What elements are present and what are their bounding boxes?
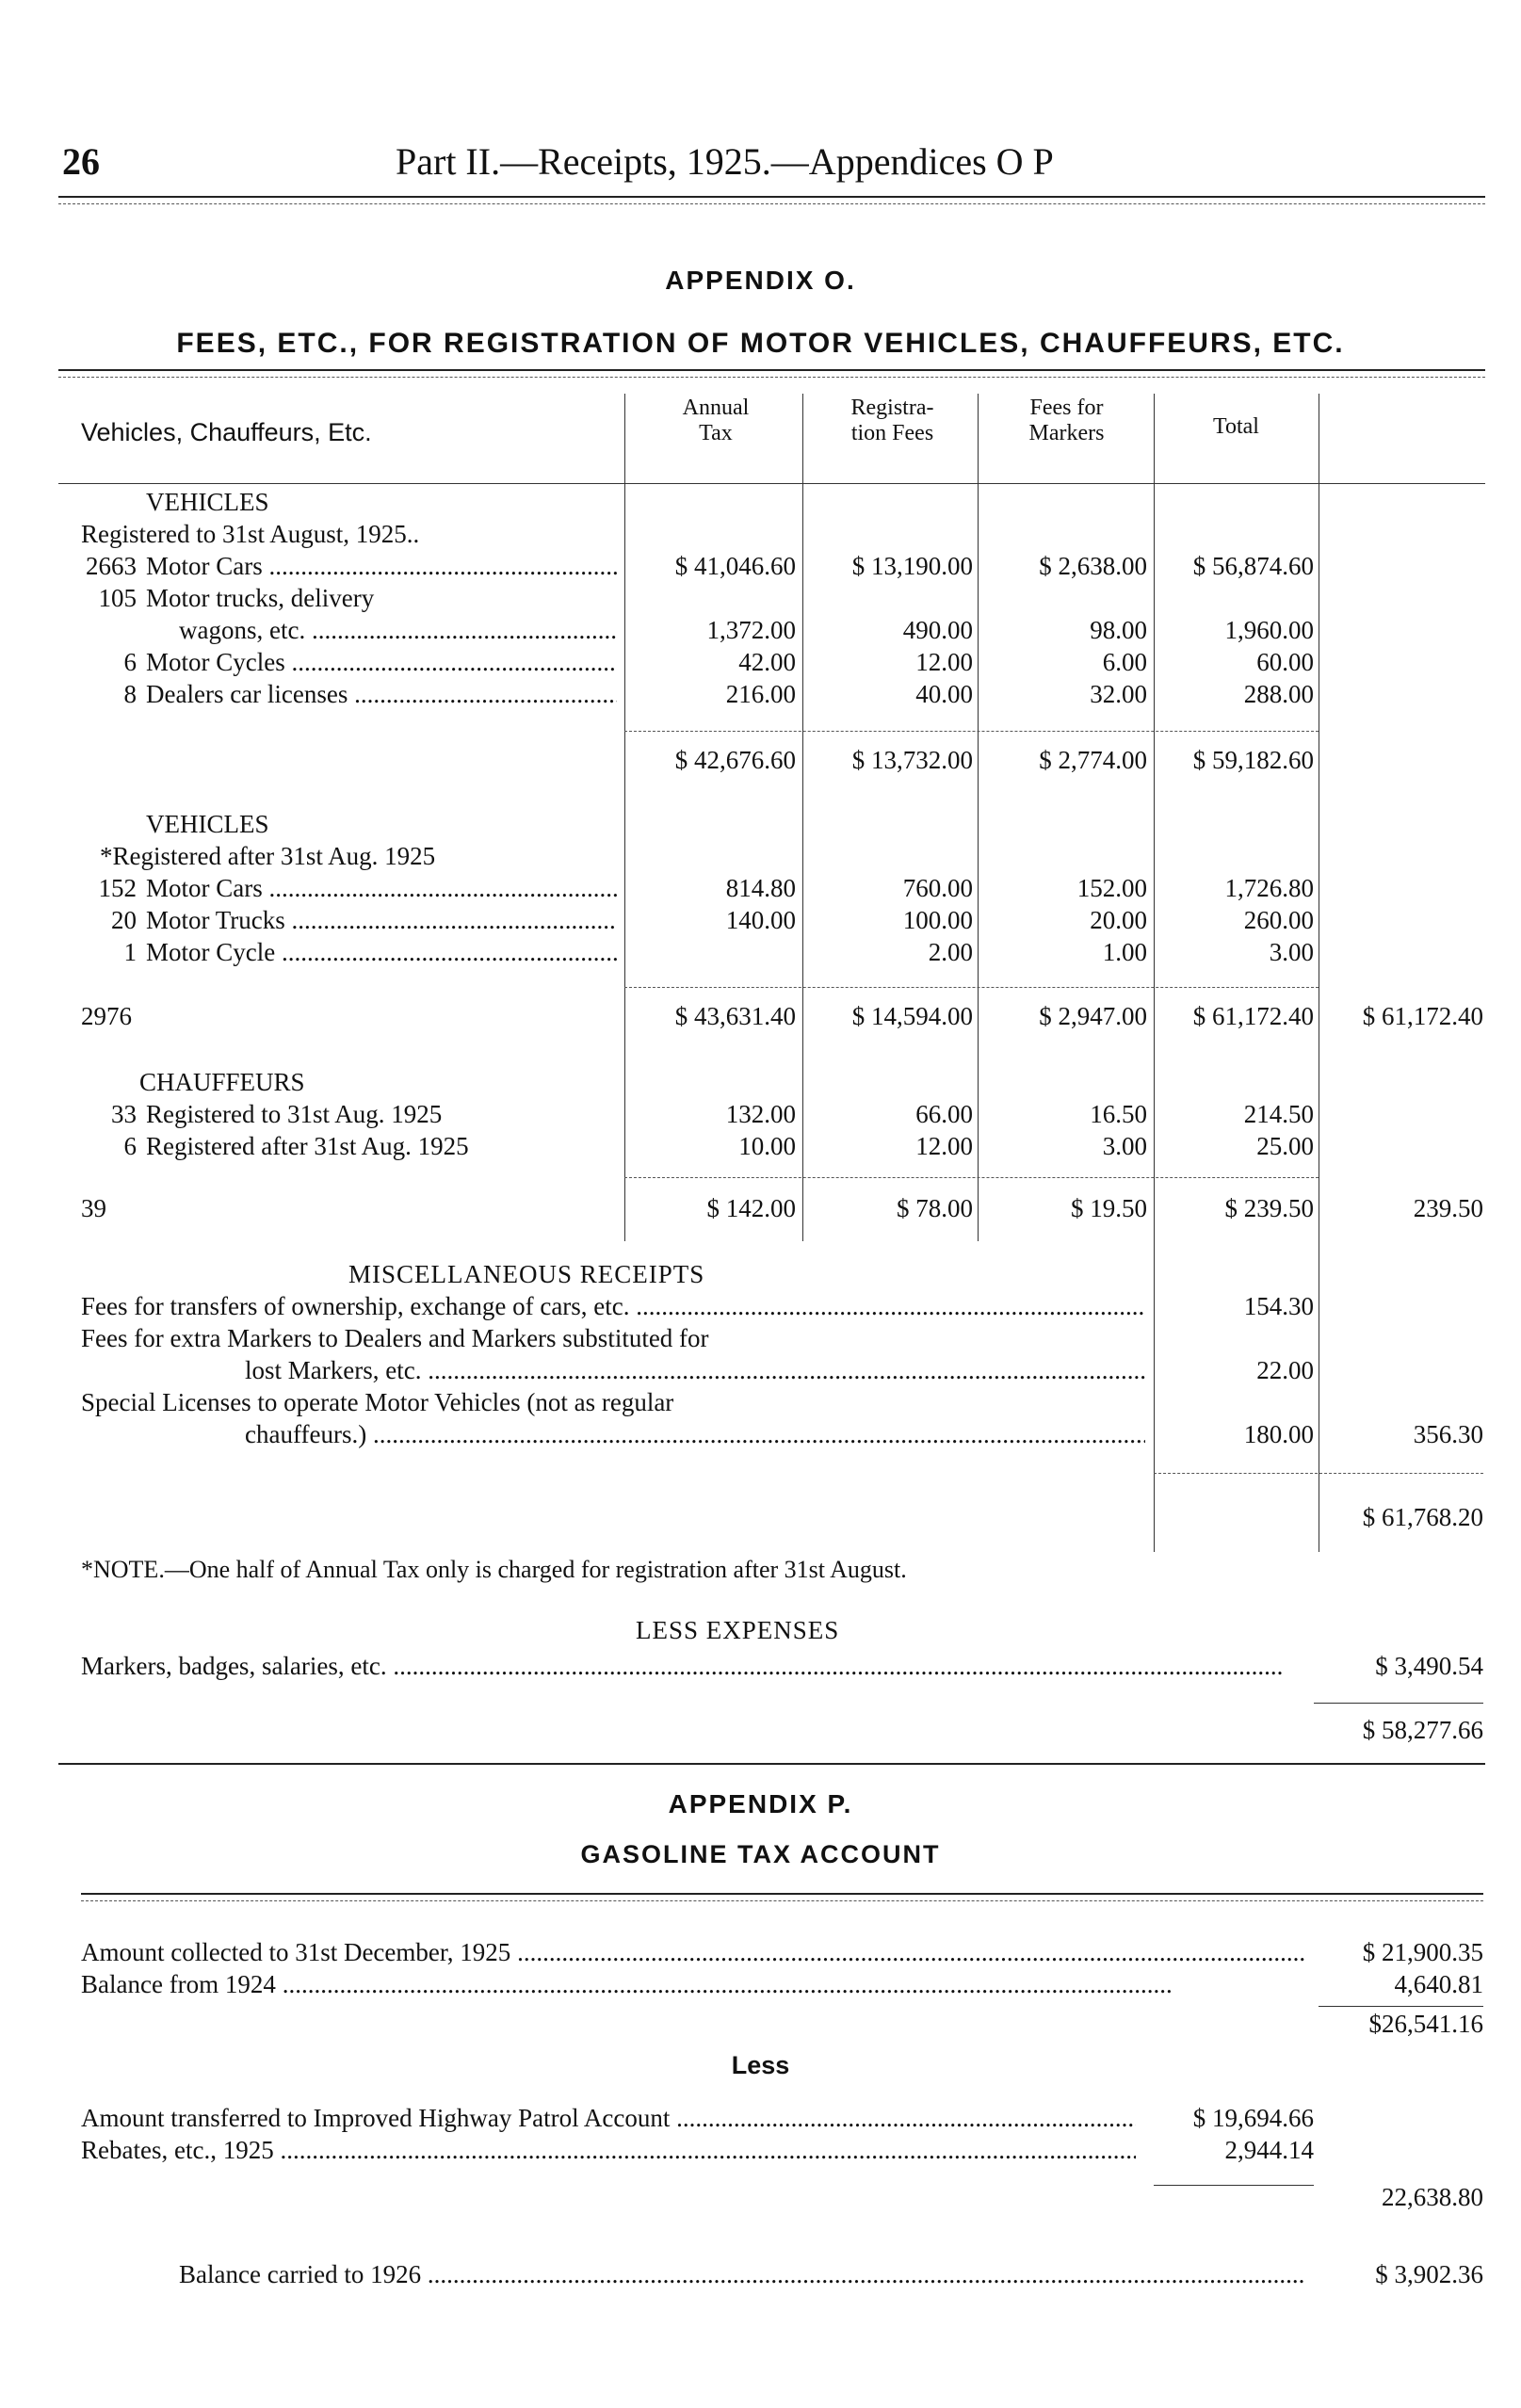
- row-tax: 140.00: [725, 906, 796, 934]
- subtotal-count: 39: [81, 1194, 106, 1222]
- appendix-p-heading: APPENDIX P.: [668, 1789, 853, 1818]
- row-markers: 32.00: [1090, 680, 1147, 708]
- row-registration: $ 13,190.00: [851, 552, 973, 580]
- row-label: Motor trucks, delivery: [146, 584, 375, 612]
- row-count: 6: [123, 648, 137, 676]
- row-total: 214.50: [1243, 1100, 1314, 1128]
- section-subheading-after: *Registered after 31st Aug. 1925: [100, 842, 436, 870]
- appendix-o-heading: APPENDIX O.: [665, 266, 856, 295]
- misc-label-cont: chauffeurs.) .....: [245, 1420, 1145, 1449]
- subtotal-tax: $ 43,631.40: [674, 1002, 796, 1030]
- table-row: [0, 906, 1521, 938]
- misc-label: Special Licenses to operate Motor Vehicles (not as regular: [81, 1388, 674, 1416]
- row-markers: 98.00: [1090, 616, 1147, 644]
- row-total: 260.00: [1243, 906, 1314, 934]
- net-rule: [1314, 1703, 1483, 1704]
- gas-less-amount: 2,944.14: [1224, 2136, 1314, 2164]
- row-count: 1: [123, 938, 137, 966]
- gas-less-amount: $ 19,694.66: [1192, 2104, 1314, 2132]
- row-count: 6: [123, 1132, 137, 1160]
- table-row: [0, 1100, 1521, 1132]
- row-label: Dealers car licenses .....: [146, 680, 617, 709]
- section-heading-chauffeurs: CHAUFFEURS: [139, 1068, 305, 1096]
- gas-row: [0, 1938, 1521, 1970]
- appendix-p-rule: [81, 1893, 1483, 1895]
- gas-row: [0, 1970, 1521, 2002]
- row-markers: 16.50: [1090, 1100, 1147, 1128]
- misc-total: $ 61,768.20: [1362, 1503, 1483, 1531]
- row-tax: 1,372.00: [706, 616, 796, 644]
- column-header-markers: [979, 396, 1154, 446]
- row-registration: 40.00: [915, 680, 973, 708]
- expense-amount: $ 3,490.54: [1375, 1652, 1483, 1680]
- table-row: [0, 1132, 1521, 1164]
- column-header-markers-line1: Fees for: [1029, 396, 1104, 420]
- gas-amount: $ 21,900.35: [1362, 1938, 1483, 1966]
- gas-less-total: 22,638.80: [1382, 2183, 1483, 2211]
- subtotal-row: [0, 1194, 1521, 1226]
- misc-row: [0, 1420, 1521, 1452]
- table-row: [0, 648, 1521, 680]
- column-header-reg-line2: tion Fees: [850, 421, 934, 445]
- subtotal-rule: [624, 987, 1319, 988]
- balance-amount: $ 3,902.36: [1375, 2260, 1483, 2288]
- subtotal-markers: $ 2,774.00: [1039, 746, 1147, 774]
- table-row: [0, 680, 1521, 712]
- column-header-tax: [626, 396, 805, 446]
- subtotal-rule: [624, 731, 1319, 732]
- section-heading-vehicles: VEHICLES: [146, 488, 269, 516]
- misc-total-rule: [1154, 1473, 1483, 1474]
- row-markers: $ 2,638.00: [1039, 552, 1147, 580]
- row-count: 33: [111, 1100, 137, 1128]
- grand-total-vehicles: $ 61,172.40: [1362, 1002, 1483, 1030]
- row-markers: 3.00: [1102, 1132, 1147, 1160]
- misc-label: Fees for extra Markers to Dealers and Markers substituted for: [81, 1324, 709, 1352]
- subtotal-markers: $ 19.50: [1071, 1194, 1147, 1222]
- column-header-markers-line2: Markers: [1028, 421, 1105, 445]
- gas-less-row: [0, 2104, 1521, 2136]
- row-registration: 490.00: [902, 616, 973, 644]
- row-total: 25.00: [1256, 1132, 1314, 1160]
- column-header-registration: [805, 396, 979, 446]
- column-header-tax-line1: Annual: [682, 396, 750, 420]
- row-label: Motor Cycles .....: [146, 648, 617, 677]
- column-header-label: Vehicles, Chauffeurs, Etc.: [81, 418, 372, 446]
- appendix-o-title: FEES, ETC., FOR REGISTRATION OF MOTOR VEHICLES, CHAUFFEURS, ETC.: [176, 328, 1345, 359]
- row-count: 105: [98, 584, 137, 612]
- row-markers: 1.00: [1102, 938, 1147, 966]
- subtotal-total: $ 61,172.40: [1192, 1002, 1314, 1030]
- table-row: [0, 584, 1521, 616]
- subtotal-tax: $ 42,676.60: [674, 746, 796, 774]
- subtotal-registration: $ 14,594.00: [851, 1002, 973, 1030]
- title-rule: [58, 369, 1485, 371]
- misc-row: [0, 1324, 1521, 1356]
- row-tax: 814.80: [725, 874, 796, 902]
- row-count: 8: [123, 680, 137, 708]
- subtotal-registration: $ 78.00: [897, 1194, 973, 1222]
- subtotal-row: [0, 1002, 1521, 1034]
- row-registration: 12.00: [915, 648, 973, 676]
- row-total: 60.00: [1256, 648, 1314, 676]
- row-registration: 12.00: [915, 1132, 973, 1160]
- row-count: 2663: [86, 552, 137, 580]
- table-row: [0, 552, 1521, 584]
- row-label: Motor Cycle .....: [146, 938, 617, 967]
- footnote: *NOTE.—One half of Annual Tax only is charged for registration after 31st August.: [81, 1556, 907, 1583]
- subtotal-registration: $ 13,732.00: [851, 746, 973, 774]
- misc-amount: 180.00: [1243, 1420, 1314, 1448]
- page-number: 26: [62, 140, 100, 183]
- row-registration: 760.00: [902, 874, 973, 902]
- misc-amount: 22.00: [1256, 1356, 1314, 1384]
- row-label: Motor Trucks .....: [146, 906, 617, 935]
- title-rule-2: [58, 377, 1485, 378]
- gas-less-rule: [1154, 2185, 1314, 2186]
- row-markers: 6.00: [1102, 648, 1147, 676]
- running-title: Part II.—Receipts, 1925.—Appendices O P: [396, 140, 1054, 183]
- subtotal-markers: $ 2,947.00: [1039, 1002, 1147, 1030]
- row-markers: 152.00: [1076, 874, 1147, 902]
- balance-label: Balance carried to 1926 .....: [179, 2260, 1305, 2289]
- subtotal-tax: $ 142.00: [706, 1194, 796, 1222]
- misc-row: [0, 1388, 1521, 1420]
- row-label: Registered to 31st Aug. 1925: [146, 1100, 443, 1128]
- gas-less-row: [0, 2136, 1521, 2168]
- expense-label: Markers, badges, salaries, etc. .....: [81, 1652, 1315, 1681]
- row-markers: 20.00: [1090, 906, 1147, 934]
- header-rule-2: [58, 203, 1485, 204]
- subtotal-row: [0, 746, 1521, 778]
- section-heading-expenses: LESS EXPENSES: [636, 1616, 840, 1644]
- row-tax: 10.00: [738, 1132, 796, 1160]
- misc-label: Fees for transfers of ownership, exchange of cars, etc. .....: [81, 1292, 1145, 1321]
- table-row: [0, 874, 1521, 906]
- row-label: Registered after 31st Aug. 1925: [146, 1132, 469, 1160]
- section-heading-misc: MISCELLANEOUS RECEIPTS: [348, 1260, 705, 1288]
- table-row: [0, 938, 1521, 970]
- misc-row: [0, 1292, 1521, 1324]
- appendix-p-rule-2: [81, 1900, 1483, 1901]
- row-count: 20: [111, 906, 137, 934]
- subtotal-total: $ 59,182.60: [1192, 746, 1314, 774]
- header-rule: [58, 196, 1485, 198]
- gas-label: Balance from 1924 .....: [81, 1970, 1305, 1999]
- row-registration: 2.00: [928, 938, 973, 966]
- balance-row: [0, 2260, 1521, 2292]
- row-tax: $ 41,046.60: [674, 552, 796, 580]
- less-heading: Less: [731, 2051, 790, 2079]
- misc-amount: 154.30: [1243, 1292, 1314, 1320]
- table-row: [0, 616, 1521, 648]
- row-total: 1,960.00: [1224, 616, 1314, 644]
- misc-row: [0, 1356, 1521, 1388]
- appendix-p-title: GASOLINE TAX ACCOUNT: [580, 1840, 941, 1868]
- subtotal-count: 2976: [81, 1002, 132, 1030]
- section-subheading: Registered to 31st August, 1925..: [81, 520, 420, 548]
- row-label: wagons, etc. .....: [179, 616, 617, 645]
- gas-subtotal-rule: [1319, 2006, 1483, 2007]
- gas-less-label: Rebates, etc., 1925 .....: [81, 2136, 1136, 2165]
- row-registration: 66.00: [915, 1100, 973, 1128]
- misc-grand: 356.30: [1413, 1420, 1483, 1448]
- gas-amount: 4,640.81: [1394, 1970, 1483, 1998]
- row-tax: 42.00: [738, 648, 796, 676]
- gas-less-label: Amount transferred to Improved Highway Patrol Account .....: [81, 2104, 1136, 2133]
- column-header-tax-line2: Tax: [699, 421, 733, 445]
- subtotal-total: $ 239.50: [1224, 1194, 1314, 1222]
- row-count: 152: [98, 874, 137, 902]
- row-total: $ 56,874.60: [1192, 552, 1314, 580]
- row-tax: 216.00: [725, 680, 796, 708]
- column-header-reg-line1: Registra-: [850, 396, 934, 420]
- row-total: 3.00: [1269, 938, 1314, 966]
- grand-total-chauffeurs: 239.50: [1413, 1194, 1483, 1222]
- subtotal-rule: [624, 1177, 1319, 1178]
- row-label: Motor Cars .....: [146, 874, 617, 903]
- row-total: 1,726.80: [1224, 874, 1314, 902]
- net-total: $ 58,277.66: [1362, 1716, 1483, 1744]
- gas-label: Amount collected to 31st December, 1925 .....: [81, 1938, 1305, 1967]
- column-header-rule: [58, 483, 1485, 484]
- row-label: Motor Cars .....: [146, 552, 617, 581]
- expense-row: [0, 1652, 1521, 1684]
- row-total: 288.00: [1243, 680, 1314, 708]
- row-tax: 132.00: [725, 1100, 796, 1128]
- misc-label-cont: lost Markers, etc. .....: [245, 1356, 1145, 1385]
- column-header-total: Total: [1213, 414, 1259, 439]
- section-divider: [58, 1763, 1485, 1765]
- gas-subtotal: $26,541.16: [1368, 2010, 1483, 2038]
- section-heading-vehicles-after: VEHICLES: [146, 810, 269, 838]
- row-registration: 100.00: [902, 906, 973, 934]
